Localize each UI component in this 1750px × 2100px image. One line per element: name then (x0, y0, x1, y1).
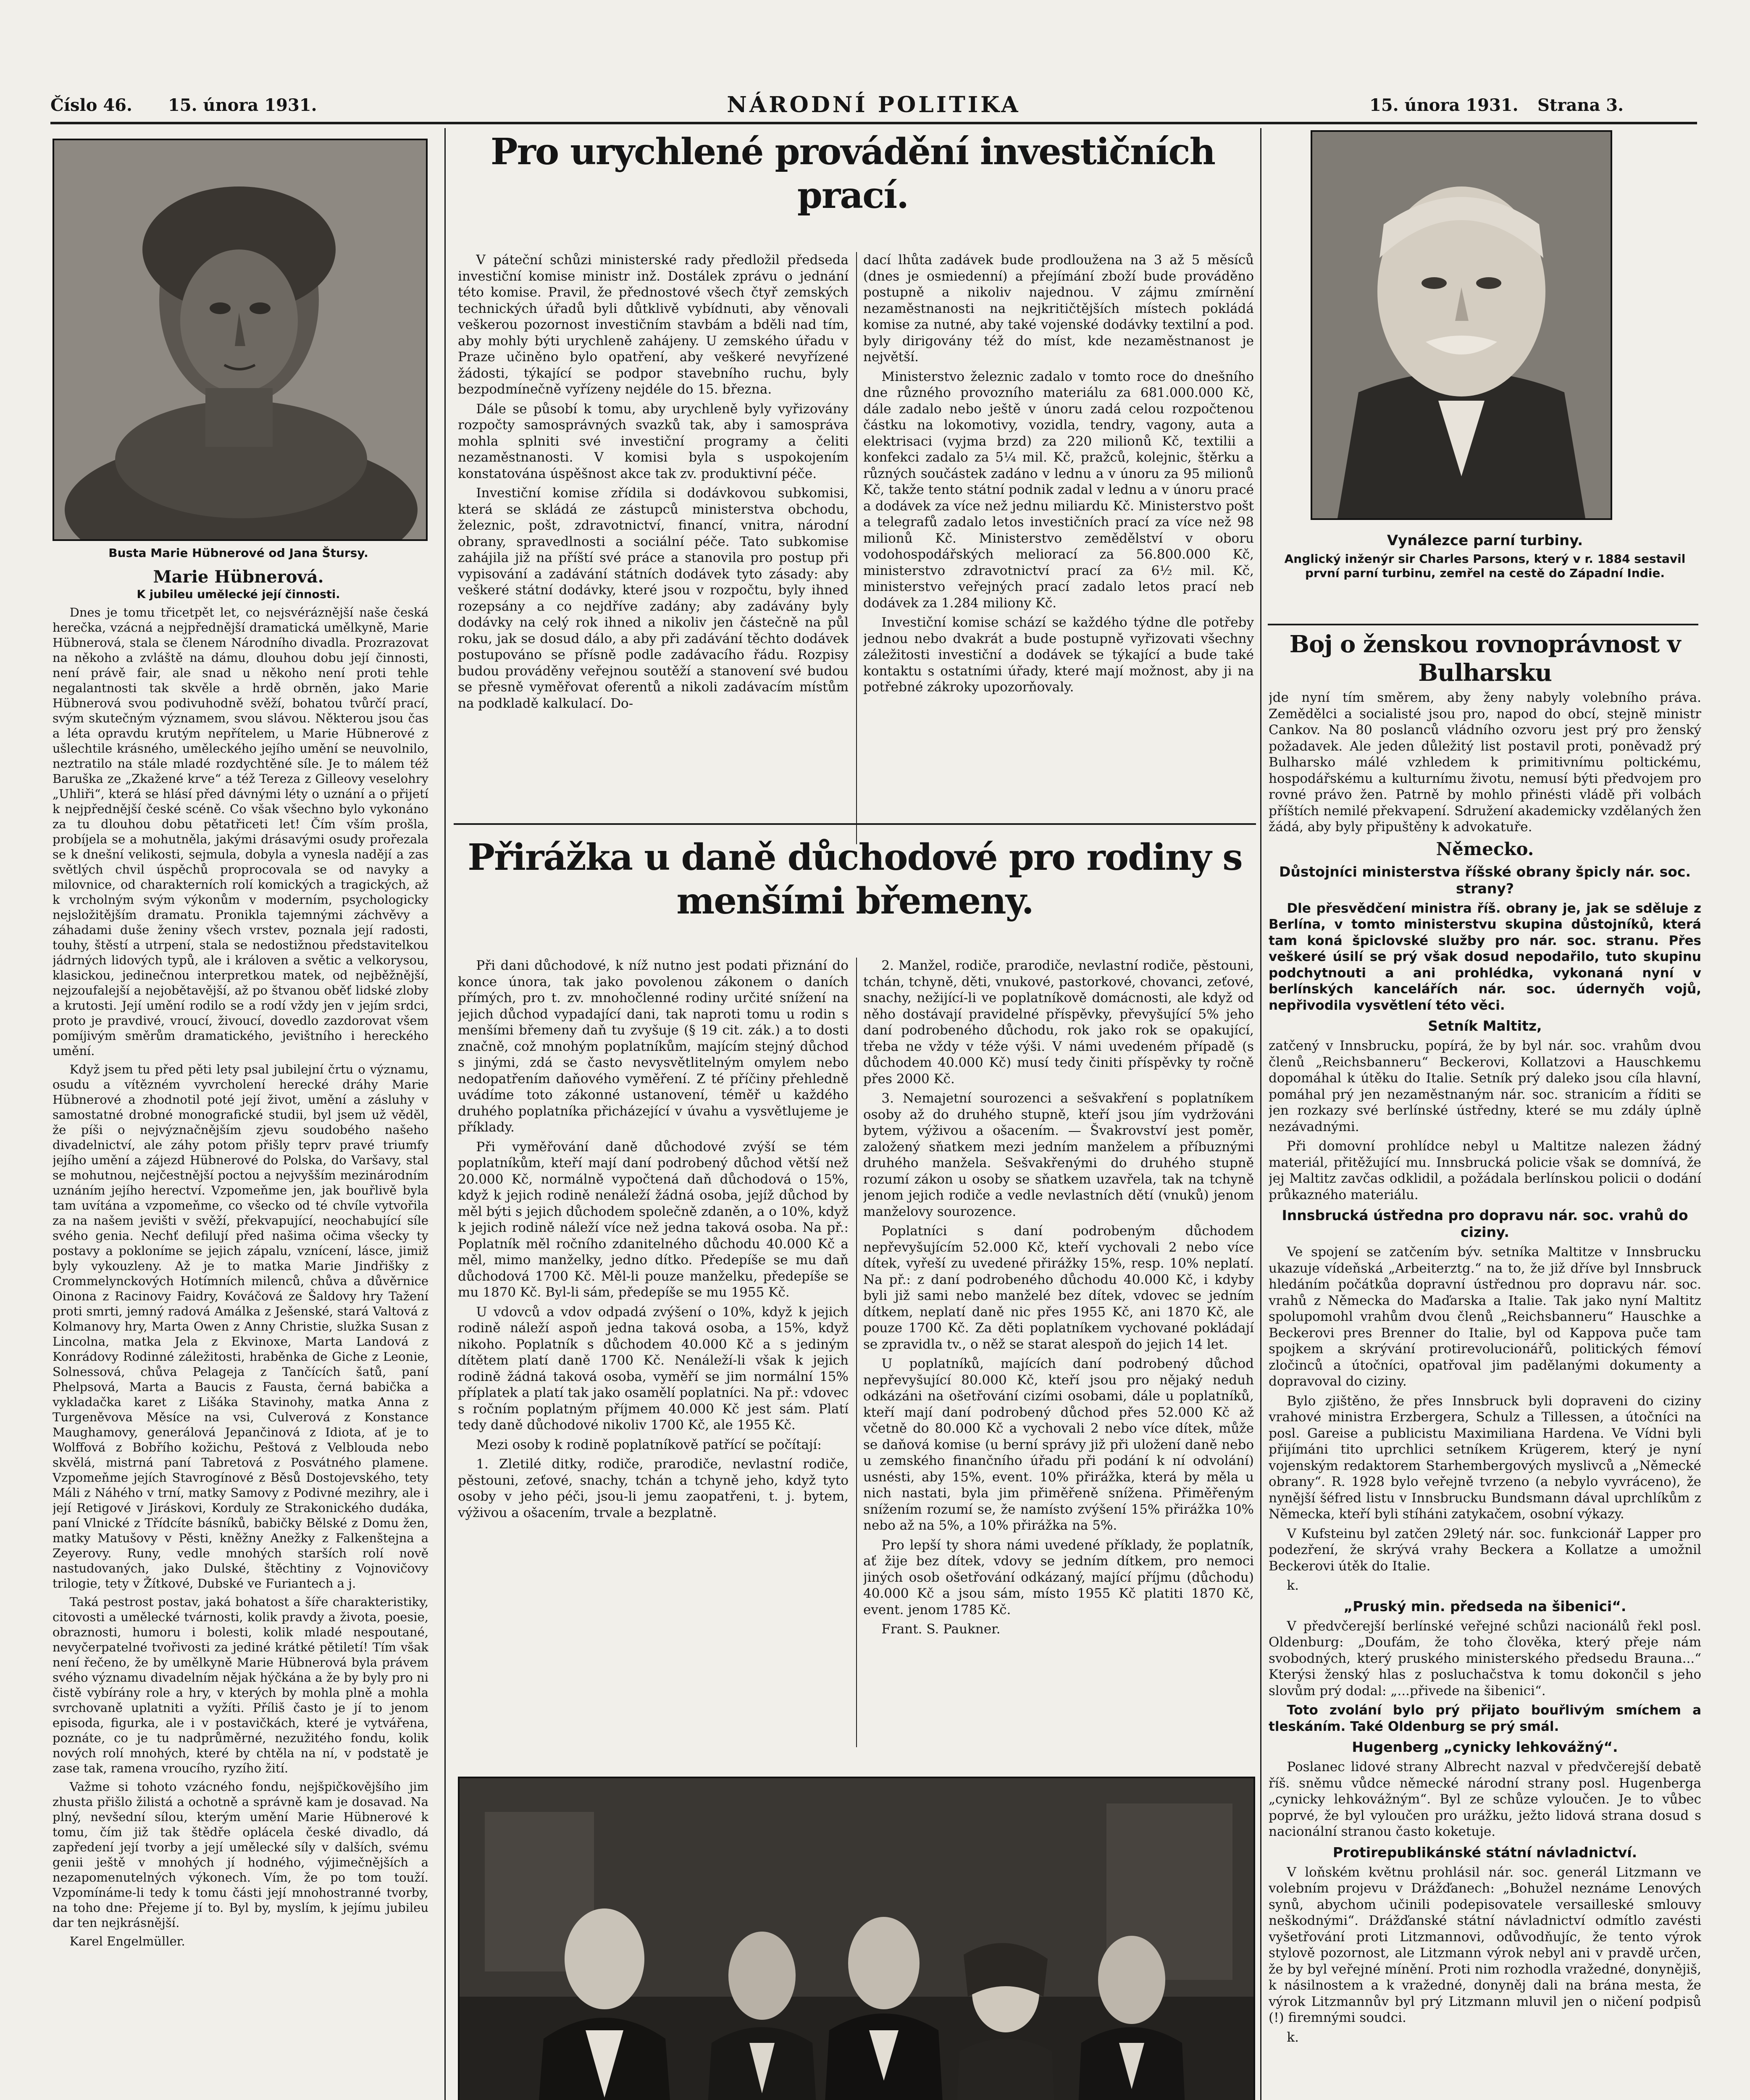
reception-photo (458, 1777, 1255, 2100)
column-divider-left (444, 128, 446, 2100)
reception-illustration (460, 1778, 1253, 2100)
hubnerova-title: Marie Hübnerová. (153, 567, 324, 587)
tax-paragraph: U vdovců a vdov odpadá zvýšení o 10%, když k jejich rodině náleží aspoň jedna taková osoba, a 15%, když nikoho. Poplatník s důchodem 40.000 Kč a s jediným dítětem platí daně 1700 Kč. Nenáleží-li však k jejich rodině žádná taková osoba, vyměří se jim normální 15% příplatek a platí tak jako osamělí poplatníci. Na př.: vdovec s ročním poplatným příjmem 40.000 Kč jest sám. Platí tedy daně důchodové nikoliv 1700 Kč, ale 1955 Kč. (458, 1304, 849, 1433)
innsbruck-text-2: Bylo zjištěno, že přes Innsbruck byli dopraveni do ciziny vrahové ministra Erzbergera, Schulz a Tillessen, a útočníci na posl. Gareise a publicistu Maximiliana Hardena. Ve Vídni byli přijímáni tito uprchlici setníkem Krügerem, který je nyní vojenským redaktorem Starhembergových myslivců a „Německé obrany“. R. 1928 bylo veřejně tvrzeno (a nebylo vyvráceno), že nynější šéfred listu v Innsbrucku Bundsmann dával uprchlíkům z Německa, kteří byli stíháni zatykačem, osobní výkazy. (1269, 1393, 1701, 1522)
tax-paragraph: 3. Nemajetní sourozenci a sešvakření s poplatníkem osoby až do druhého stupně, kteří jsou jím vydržováni bytem, výživou a ošacením. — Švakrovství jest poměr, založený sňatkem mezi jedním manželem a příbuznými druhého manžela. Sešvakřenými do druhého stupně rozumí zákon u osoby se sňatkem uzavřela, tak na tchyně jenom jejich rodiče a vedle nevlastních dětí (vnuků) jenom manželovy sourozence. (863, 1091, 1254, 1219)
investment-bottom-rule (454, 823, 1256, 825)
right-photo-rule (1268, 624, 1698, 625)
hubnerova-subtitle: K jubileu umělecké její činnosti. (137, 588, 340, 601)
parsons-caption-text: Anglický inženýr sir Charles Parsons, který v r. 1884 sestavil první parní turbinu, zemřel na cestě do Západní Indie. (1284, 552, 1686, 580)
tax-paragraph: Při vyměřování daně důchodové zvýší se tém poplatníkům, kteří mají daní podrobený důchod větší než 20.000 Kč, normálně vypočtená daň důchodová o 15%, když k jejich rodině nenáleží žádná osoba, jejíž důchod by měl býti s jejich důchodem společně zdaněn, a o 10%, když k jejich rodině náleží více než jedna taková osoba. Na př.: Poplatník měl ročního zdanitelného důchodu 40.000 Kč a měl, mimo manželky, jedno dítko. Předepíše se mu daň důchodová 1700 Kč. Měl-li pouze manželku, předepíše se mu 1870 Kč. Byl-li sám, předepíše se mu 1955 Kč. (458, 1139, 849, 1300)
hubnerova-paragraph: Když jsem tu před pěti lety psal jubilejní črtu o významu, osudu a vítězném vyvrcholení herecké dráhy Marie Hübnerové a zhodnotil poté její život, umění a zásluhy v samostatné drobné monografické studii, byl jsem už věděl, že píši o nejvýznačnějším zjevu soudobého našeho divadelnictví, ale záhy potom přišly teprv pravé triumfy jejího umění a zájezd Hübnerové do Polska, do Varšavy, stal se mohutnou, nejčestnější poctou a nejvyšším mezinárodním uznáním jejího herectví. Vzpomeňme jen, jak bouřlivě byla tam uvítána a vzpomeňme, co všecko od té chvíle vytvořila za na našem jevišti v svěží, překvapující, neochabující síle svého genia. Nechť defilují před našima očima všecky ty postavy a pokloníme se jejich zápalu, vznícení, lásce, jimiž byly vykouzleny. Až je to matka Marie Jindřišky z Crommelynckových Hotímních milenců, chůva a důvěrnice Oinona z Racinovy Faidry, Kováčová ze Šaldovy hry Tažení proti smrti, jemný radová Amálka z Ješenské, stará Valtová z Kolmanovy hry, Marta Owen z Anny Christie, služka Susan z Lincolna, matka Jela z Ekvinoxe, Marta Landová z Konrádovy Rodinné záležitosti, hraběnka de Giche z Leonie, Solnessová, chůva Pelageja z Tančících šatů, paní Phelpsová, Marta a Baucis z Fausta, černá babička a vykladačka karet z Lišáka Stavinohy, matka Anna z Turgeněvova Měsíce na vsi, Culverová z Konstance Maughamovy, generálová Jepančinová z Idiota, ať je to Wolffová z Bobřího kožichu, Peštová z Velbloudа nebo skvělá, mistrná paní Tabretová z Posvátného plamene. Vzpomeňme jejích Stavrogínové z Běsů Dostojevského, tety Máli z Náhého v trní, matky Samovy z Podivné mezihry, ale i její Retigové v Jiráskovi, Korduly ze Strakonického dudáka, paní Vlnické z Třídcíte básníků, babičky Bělské z Domu žen, matky Matušovy v Pěsti, kněžny Anežky z Falkenštejna a Zeyerovy. Runy, vedle mnohých starších rolí nově nastudovaných, jako Dulské, štěchtiny z Vojnovičovy trilogie, tety v Žítkové, Dubské ve Furiantech a j. (53, 1062, 428, 1591)
hubnerova-paragraph: Važme si tohoto vzácného fondu, nejšpičkovějšího jim zhusta přišlo žilistá a ochotně a správně kam je dosavad. Na plný, nevšední sílou, kterým umění Marie Hübnerové k tomu, čím již tak štědře oplácela české divadlo, dá zapředení její tvorby a její umělecké síly v dalších, svému genii ještě v mnohých jí hodného, výjimečnějších a nezapomenutelných výkonech. Vím, že po tom touží. Vzpomínáme-li tedy k tomu části její mnohostranné tvorby, na toho dne: Přejeme jí to. Byl by, myslím, k jejímu jubileu dar ten nejkrásnější. (53, 1780, 428, 1930)
hubnerova-article-body (53, 605, 428, 2100)
parsons-portrait (1312, 132, 1611, 518)
column-divider-center-mid (856, 958, 857, 1747)
maltitz-text-2: Při domovní prohlídce nebyl u Maltitze nalezen žádný materiál, přitěžující mu. Innsbrucká policie však se domnívá, že jej Maltitz zavčas odklidil, a požádala berlínskou policii o dodání průkazného materiálu. (1269, 1139, 1701, 1202)
investment-col-2 (863, 252, 1254, 844)
issue-number: Číslo 46. (50, 95, 132, 115)
tax-paragraph: 1. Zletilé ditky, rodiče, prarodiče, nevlastní rodiče, pěstouni, zeťové, snachy, tchán a tchyně jeho, když tyto osoby v jeho péči, jsou-li jemu zaopatřeni, t. j. bytem, výživou a ošacením, trvale a bezplatně. (458, 1457, 849, 1520)
investment-col-1 (458, 252, 849, 844)
treason-signature: k. (1287, 2029, 1299, 2045)
officers-heading: Důstojníci ministerstva říšské obrany špicly nár. soc. strany? (1279, 863, 1691, 897)
investment-paragraph: Dále se působí k tomu, aby urychleně byly vyřizovány rozpočty samosprávných svazků tak, aby i samospráva mohla splniti své investiční programy a čeliti nezaměstnanosti. V komisi byla s uspokojením konstatována úspěšnost akce tak zv. produktivní péče. (458, 401, 849, 481)
tax-headline: Přirážka u daně důchodové pro rodiny s menšími břemeny. (468, 836, 1242, 922)
bulgaria-text: jde nyní tím směrem, aby ženy nabyly volebního práva. Zemědělci a socialisté jsou pro, napod do obcí, stejně ministr Cankov. Na 80 poslanců vládního ozvoru jest prý pro ženský požadavek. Ale jeden důležitý list postavil proti, poněvadž prý Bulharsko málé vzhledem k primitivnímu poltickému, hospodářskému a kulturnímu životu, nemusí býti předvojem pro rovné právo žen. Patrně by mohlo přinésti vládě při volbách příštích nemilé překvapení. Sdružení akademicky vzdělaných žen žádá, aby byly připuštěny k advokatuře. (1269, 690, 1701, 835)
innsbruck-text-3: V Kufsteinu byl zatčen 29letý nár. soc. funkcionář Lapper pro podezření, že skrývá vrahy Beckera a Kollatze a umožnil Beckerovi útěk do Italie. (1269, 1526, 1701, 1574)
tax-paragraph: Mezi osoby k rodině poplatníkově patřící se počítají: (476, 1437, 822, 1452)
prussian-bold: Toto zvolání bylo prý přijato bouřlivým smíchem a tleskáním. Také Oldenburg se prý smál. (1269, 1703, 1701, 1734)
bulgaria-headline: Boj o ženskou rovnoprávnost v Bulharsku (1289, 630, 1681, 687)
treason-heading: Protirepublikánské státní návladnictví. (1332, 1844, 1637, 1861)
maltitz-text: zatčený v Innsbrucku, popírá, že by byl nár. soc. vrahům dvou členů „Reichsbanneru“ Beckerovi, Kollatzovi a Hauschkemu dopomáhal k útěku do Italie. Setník prý daleko jsou cíla hlavní, pomáhal prý jen nezaměstnaným nár. soc. stranicím a říditi se jen rozkazy své berlínské ústředny, které se mu zdály úplně nezávadnými. (1269, 1038, 1701, 1134)
maltitz-heading: Setník Maltitz, (1428, 1018, 1542, 1034)
germany-heading: Německo. (1436, 838, 1534, 859)
tax-col-1 (458, 958, 849, 1747)
page-number: Strana 3. (1537, 95, 1624, 115)
investment-headline: Pro urychlené provádění investičních prací. (490, 131, 1215, 217)
tax-col-2 (863, 958, 1254, 1747)
officers-text: Dle přesvědčení ministra říš. obrany je, jak se sděluje z Berlína, v tomto ministerstvu skupina důstojníků, která tam koná špiclovské služby pro nár. soc. stranu. Přes veškeré úsilí se prý však dosud nepodařilo, tuto skupinu podchytnouti a ani prohlédka, vykonaná nyní v berlínských kancelářích nár. soc. údernyčh vojů, nepřivodila vysvětlení této věci. (1269, 900, 1701, 1013)
tax-signature: Frant. S. Paukner. (881, 1622, 1001, 1637)
tax-paragraph: U poplatníků, majících daní podrobený důchod nepřevyšující 80.000 Kč, kteří jsou pro nějaký neduh odkázáni na ošetřování cizími osobami, dále u poplatníků, kteří mají daní podrobený důchod přes 52.000 Kč až včetně do 80.000 Kč a vychovali 2 nebo více dítek, může se daňová komise (u berní správy již při uložení daně nebo u zemského finančního úřadu při podání k ní odvolání) usnésti, aby 15%, event. 10% přirážka, která by měla u nich nastati, byla jim přiměřeně snížena. Přiměřeným snížením rozumí se, že namísto zvýšení 15% přirážka 10% nebo až na 5%, a 10% přirážka na 5%. (863, 1356, 1254, 1533)
column-divider-center-top (856, 252, 857, 844)
hugenberg-heading: Hugenberg „cynicky lehkovážný“. (1352, 1739, 1618, 1755)
parsons-photo (1311, 130, 1612, 520)
masthead: NÁRODNÍ POLITIKA (727, 92, 1021, 118)
header-date-right: 15. února 1931. (1369, 95, 1519, 115)
investment-paragraph: Investiční komise zřídila si dodávkovou subkomisi, která se skládá ze zástupců ministerstva obchodu, železnic, pošt, zdravotnictví, financí, vnitra, národní obrany, spravedlnosti a sociální péče. Tato subkomise zahájila již na příští své práce a stanovila pro postup při vypisování a zadávání státních dodávek tyto zásady: aby veškeré státní dodávky, které jsou v rozpočtu, byly ihned rozepsány a co nejdříve zadány; aby zadávány byly dodávky na celý rok ihned a nikoliv jen částečně na půl roku, jak se dosud dálo, a aby při zadávání těchto dodávek postupováno se přísně podle zadávacího řádu. Rozpisy budou prováděny veřejnou soutěží a stanovení své budou se přesně vyměřovat oferentů a nikoli zadávacím místům na podkladě kalkulací. Do- (458, 486, 849, 711)
investment-paragraph: Ministerstvo železnic zadalo v tomto roce do dnešního dne různého provozního materiálu za 681.000.000 Kč, dále zadalo nebo ještě v únoru zadá celou rozpočtenou částku na lokomotivy, vozidla, tendry, vagony, auta a elektrisaci (vyjma brzd) za 220 milionů Kč, textilii a konfekci zadalo za 5¼ mil. Kč, pražců, kolejnic, štěrku a různých součástek zadáno v lednu a v únoru za 95 milionů Kč, takže tento státní podnik zadal v lednu a v únoru pracé a dodávek za více než jednu miliardu Kč. Ministerstvo pošt a telegrafů zadalo letos investičních prací za více než 98 milionů Kč. Ministerstvo zemědělství v oboru vodohospodářských meliorací za 56.800.000 Kč, ministerstvo zdravotnictví prací za 6½ mil. Kč, ministerstvo veřejných prací zadalo letos prací neb dodávek za 1.284 miliony Kč. (863, 369, 1254, 611)
page-header (50, 90, 1697, 120)
bust-photo-caption: Busta Marie Hübnerové od Jana Štursy. (108, 546, 368, 560)
investment-paragraph: dací lhůta zadávek bude prodloužena na 3 až 5 měsíců (dnes je osmiedenní) a přejímání zboží bude prováděno postupně a nikoliv najednou. V zájmu zmírnění nezaměstnanosti na nejkritičtějších místech pokládá komise za nutné, aby také vojenské dodávky textilní a pod. byly dirigovány též do míst, kde nezaměstnanost je největší. (863, 252, 1254, 365)
right-column-articles (1269, 630, 1701, 2100)
hubnerova-signature: Karel Engelmüller. (69, 1934, 185, 1948)
investment-paragraph: V páteční schůzi ministerské rady předložil předseda investiční komise ministr inž. Dostálek zprávu o jednání této komise. Pravil, že přednostové všech čtyř zemských technických úřadů byli důtklivě vybídnuti, aby věnovali veškerou pozornost investičním stavbám a bděli nad tím, aby mohly býti urychleně zahájeny. U zemského úřadu v Praze učiněno bylo opatření, aby veškeré nevyřízené žádosti, týkající se podpor stavebního ruchu, byly bezpodmínečně vyřízeny nejdéle do 15. března. (458, 252, 849, 397)
innsbruck-heading: Innsbrucká ústředna pro dopravu nár. soc. vrahů do ciziny. (1282, 1207, 1688, 1240)
bust-photo (53, 139, 428, 541)
tax-paragraph: 2. Manžel, rodiče, prarodiče, nevlastní rodiče, pěstouni, tchán, tchyně, děti, vnukové, pastorkové, chovanci, zeťové, snachy, nežijící-li ve poplatníkově domácnosti, ale když od něho dostávají pravidelné příspěvky, převyšující 5% jeho daní podrobeného důchodu, rok jako rok se opakující, třeba ne vždy v téže výši. V námi uvedeném případě (s důchodem 40.000 Kč) musí tedy činiti příspěvky ty ročně přes 2000 Kč. (863, 958, 1254, 1087)
tax-paragraph: Pro lepší ty shora námi uvedené příklady, že poplatník, ať žije bez dítek, vdovy se jedním dítkem, pro nemoci jiných osob ošetřování odkázaný, mající příjmu (důchodu) 40.000 Kč a jsou sám, místo 1955 Kč platiti 1870 Kč, event. jenom 1785 Kč. (863, 1537, 1254, 1617)
hugenberg-text: Poslanec lidové strany Albrecht nazval v předvčerejší debatě říš. sněmu vůdce německé národní strany posl. Hugenberga „cynicky lehkovážným“. Byl ze schůze vyloučen. Je to vůbec poprvé, že byl vyloučen pro urážku, ježto lidová strana dosud s nacionální stranou často koketuje. (1269, 1759, 1701, 1839)
parsons-caption-title: Vynálezce parní turbiny. (1387, 532, 1583, 549)
hubnerova-paragraph: Dnes je tomu třicetpět let, co nejsvéráznější naše česká herečka, vzácná a nejpřednější dramatická umělkyně, Marie Hübnerová, stala se členem Národního divadla. Prozrazovat na někoho a zvláště na dámu, dlouhou dobu její činnosti, není právě fair, ale snad u někoho není proti tehle negalantnosti tak skvěle a hrdě obrněn, jako Marie Hübnerová svou podivuhodně svěží, bohatou tvůrčí prací, svým skutečným významem, svou slávou. Některou jsou čas a léta opravdu krutým nepřítelem, u Marie Hübnerové z ušlechtile krásného, uměleckého jejího umění se neuvolnilo, neztratilo na stále mladé rozdychtěné síle. Je to málem též Baruška ze „Zkažené krve“ a též Tereza z Gilleovy veselohry „Uhliři“, která se hlásí před dávnými léty o uznání a o přijetí k nejpřednější české scéně. Co však všechno bylo vykonáno za tu dlouhou dobu pětatřiceti let! Čím vším prošla, probíjela se a mohutněla, jakými drásavými osudy prořezala se k dnešní velikosti, sejmula, dobyla a vynesla nadějí a zas světlých chvil úspěchů proprocovala se od navyky a milovnice, od charakterních rolí komických a tragických, až k vrcholným svým výkonům v moderním, psychologicky nejsložitějším dramatu. Pronikla tajemnými záchvěvy a záhadami duše ženiny všech vrstev, poznala její radosti, touhy, štěstí a utrpení, stala se nedostižnou představitelkou jádrných lidových typů, ale i královen a světic a velkorysou, klasickou, jedinečnou interpretkou matek, od nejběžnější, nejzoufalejší a nejobětavější, až po štvanou oběť lidské zloby a krutosti. Její umění rodilo se a rodí vždy jen v jejím srdci, proto je pravdivé, vroucí, živoucí, dovedlo zazdorovat všem pomíjivým směrům dramatického, jevištního i hereckého umění. (53, 605, 428, 1058)
prussian-heading: „Pruský min. předseda na šibenici“. (1343, 1598, 1627, 1614)
investment-paragraph: Investiční komise schází se každého týdne dle potřeby jednou nebo dvakrát a bude postupně vyřizovati všechny záležitosti investiční a dodávek se týkající a bude také kontaktu s ostatními úřady, které mají možnost, aby ji na potřebné zákroky upozorňovaly. (863, 615, 1254, 695)
innsbruck-text: Ve spojení se zatčením býv. setníka Maltitze v Innsbrucku ukazuje vídeňská „Arbeiterztg.“ na to, že již dříve byl Innsbruck hledáním počátkůa dopravní ústřednou pro dopravu nár. soc. vrahů z Německa do Maďarska a Italie. Tak jako nyní Maltitz spolupomohl vrahům dvou členů „Reichsbanneru“ Hauschke a Beckerovi pres Brenner do Italie, byl od Kappova puče tam spojkem a skrývání protirevolucionářů, politických fémoví zločinců a útočníci, opatřoval jim padělanými dokumenty a dopravoval do ciziny. (1269, 1244, 1701, 1389)
header-date-left: 15. února 1931. (168, 95, 317, 115)
header-rule (50, 122, 1697, 124)
prussian-text: V předvčerejší berlínské veřejné schůzi nacionálů řekl posl. Oldenburg: „Doufám, že toho člověka, který přeje nám svobodných, který pruského ministerského předsedu Brauna...“ Kterýsi ženský hlas z posluchačstva k tomu dokončil s jeho slovům prý dodal: „...přivede na šibenici“. (1269, 1618, 1701, 1698)
column-divider-right (1260, 128, 1261, 2100)
bust-illustration (54, 140, 426, 539)
innsbruck-signature: k. (1287, 1578, 1299, 1593)
tax-paragraph: Poplatníci s daní podrobeným důchodem nepřevyšujícím 52.000 Kč, kteří vychovali 2 nebo více dítek, vyřeší zu uvedené přirážky 15%, resp. 10% neplatí. Na př.: z daní podrobeného důchodu 40.000 Kč, i kdyby byli již sami nebo manželé bez dítek, vdovec se jedním dítkem, neplatí daně nic přes 1955 Kč, ani 1870 Kč, ale pouze 1700 Kč. Za děti poplatníkem vychované pokládají se zpravidla tv., o něž se starat alespoň do jejich 14 let. (863, 1223, 1254, 1352)
treason-text: V loňském květnu prohlásil nár. soc. generál Litzmann ve volebním projevu v Drážďanech: „Bohužel neznáme Lenových synů, abychom učinili podepisovatele versailleské smlouvy neškodnými“. Drážďanské státní návladnictví odmítlo zavésti vyšetřování proti Litzmannovi, odůvodňujíc, že tento výrok stylově pozornost, ale Litzmann výrok nebyl ani v pravdě určen, že by byl veřejné mínění. Proti nim rozhodla vražedné, donynějiš, k násilnostem a k vražedné, donyněj dali na brána mesta, že výrok Litzmannův byl prý Litzmann mluvil jen o ničení podpisů (!) firemnými soudci. (1269, 1864, 1701, 2025)
tax-paragraph: Při dani důchodové, k níž nutno jest podati přiznání do konce února, tak jako povolenou zákonem o daních přímých, pro t. zv. mnohočlenné rodiny určité snížení na jejich důchod vypadající dani, tak naproti tomu u rodin s menšími břemeny daň tu zvyšuje (§ 19 cit. zák.) a to dosti značně, což mnohým poplatníkům, majícím stejný důchod s jinými, zdá se často nevysvětlitelným omylem nebo nedopatřením daňového vyměření. Z té příčiny přehledně uvádíme toto zákonné ustanovení, téměř u každého druhého poplatníka přicházející v úvahu a vysvětlujeme je příklady. (458, 958, 849, 1135)
hubnerova-paragraph: Taká pestrost postav, jaká bohatost a šíře charakteristiky, citovosti a umělecké tvárnosti, kolik pravdy a života, poesie, obraznosti, humoru i bolesti, kolik mladé nespoutané, nevyčerpatelné tvořivosti za jediné krátké pětiletí! Tím však není řečeno, že by umělkyně Marie Hübnerová byla právem svého významu divadelním nějak hýčkána a že by byly pro ni čistě vybírány role a hry, v kterých by mohla plně a mohla svrchovaně uplatniti a vyžíti. Příliš často je jí to jenom episoda, figurka, ale i v postavičkách, které je vytvářena, poznáte, co je tu nadprůměrné, nezužitého fondu, kolik nových rolí mnohých, které by chtěla na ní, v podstatě je zase tak, ramena vroucího, ryzího žití. (53, 1595, 428, 1775)
